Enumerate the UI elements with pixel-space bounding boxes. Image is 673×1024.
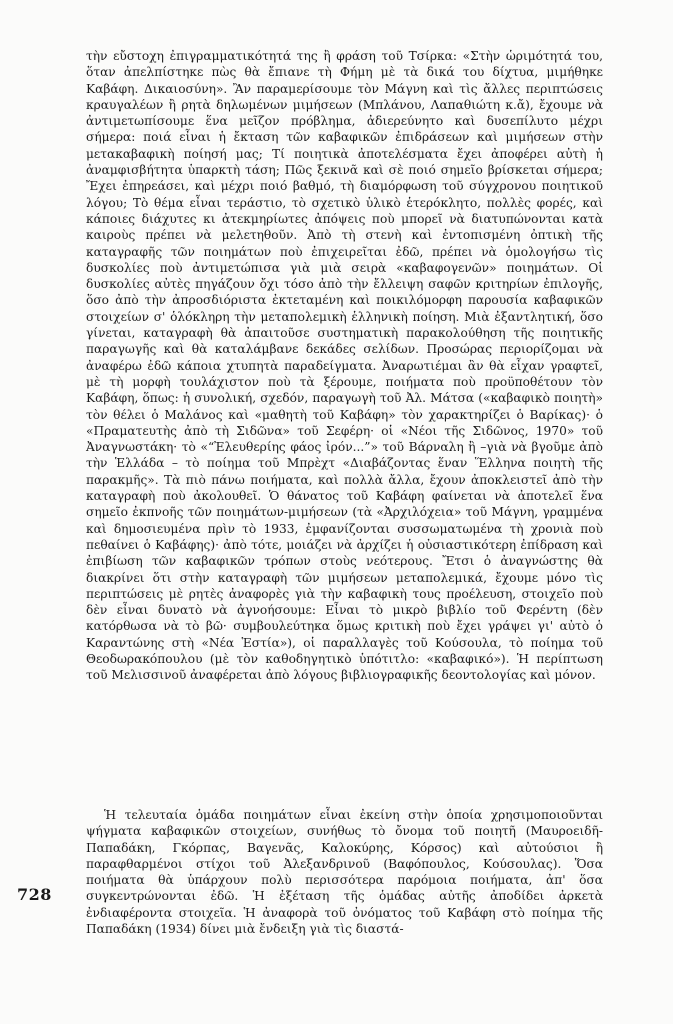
page-number: 728: [17, 885, 52, 904]
paragraph-1: τὴν εὔστοχη ἐπιγραμματικότητά της ἢ φράση τοῦ Τσίρκα: «Στὴν ὡριμότητά του, ὅταν ἀπελπίστηκε πὼς θὰ ἔπιανε τὴ Φήμη μὲ τὰ δικά του δίχτυα, μιμήθηκε Καβάφη. Δικαιοσύνη». Ἂν παραμερίσουμε τὸν Μάγνη καὶ τὶς ἄλλες περιπτώσεις κραυγαλέων ἢ ρητὰ δηλωμένων μιμήσεων (Μπλάνου, Λαπαθιώτη κ.ἄ), ἔχουμε νὰ ἀντιμετωπίσουμε ἕνα μεῖζον πρόβλημα, ἀδιερεύνητο καὶ δυσεπίλυτο μέχρι σήμερα: ποιά εἶναι ἡ ἔκταση τῶν καβαφικῶν ἐπιδράσεων καὶ μιμήσεων στὴν μετακαβαφικὴ ποίησή μας; Τί ποιητικὰ ἀποτελέσματα ἔχει ἀποφέρει αὐτὴ ἡ ἀναμφισβήτητα ὑπαρκτὴ τάση; Πῶς ξεκινᾶ καὶ σὲ ποιό σημεῖο βρίσκεται σήμερα; Ἔχει ἐπηρεάσει, καὶ μέχρι ποιό βαθμό, τὴ διαμόρφωση τοῦ σύγχρονου ποιητικοῦ λόγου; Τὸ θέμα εἶναι τεράστιο, τὸ σχετικὸ ὑλικὸ ἑτερόκλητο, πολλὲς φορές, καὶ κάποιες διάχυτες κι ἀτεκμηρίωτες ἀπόψεις ποὺ μπορεῖ νὰ διατυπώνονται κατὰ καιροὺς πρέπει νὰ μελετηθοῦν. Ἀπὸ τὴ στενὴ καὶ ἐντοπισμένη ὀπτικὴ τῆς καταγραφῆς τῶν ποιημάτων ποὺ ἐπιχειρεῖται ἐδῶ, πρέπει νὰ ὁμολογήσω τὶς δυσκολίες ποὺ ἀντιμετώπισα γιὰ μιὰ σειρὰ «καβαφογενῶν» ποιημάτων. Οἱ δυσκολίες αὐτὲς πηγάζουν ὄχι τόσο ἀπὸ τὴν ἔλλειψη σαφῶν κριτηρίων ἐπιλογῆς, ὅσο ἀπὸ τὴν ἀπροσδιόριστα ἐκτεταμένη καὶ ποικιλόμορφη παρουσία καβαφικῶν στοιχείων σ' ὁλόκληρη τὴν μεταπολεμικὴ ἑλληνικὴ ποίηση. Μιὰ ἐξαντλητική, ὅσο γίνεται, καταγραφὴ θὰ ἀπαιτοῦσε συστηματικὴ παρακολούθηση τῆς ποιητικῆς παραγωγῆς καὶ θὰ καταλάμβανε δεκάδες σελίδων. Προσώρας περιορίζομαι νὰ ἀναφέρω ἐδῶ κάποια χτυπητὰ παραδείγματα. Ἀναρωτιέμαι ἂν θὰ εἶχαν γραφτεῖ, μὲ τὴ μορφὴ τουλάχιστον ποὺ τὰ ξέρουμε, ποιήματα ποὺ προϋποθέτουν τὸν Καβάφη, ὅπως: ἡ συνολική, σχεδόν, παραγωγὴ τοῦ Ἀλ. Μάτσα («καβαφικὸ ποιητὴ» τὸν θέλει ὁ Μαλάνος καὶ «μαθητὴ τοῦ Καβάφη» τὸν χαρακτηρίζει ὁ Βαρίκας)· ὁ «Πραματευτὴς ἀπὸ τὴ Σιδῶνα» τοῦ Σεφέρη· οἱ «Νέοι τῆς Σιδῶνος, 1970» τοῦ Ἀναγνωστάκη· τὸ «“Ἐλευθερίης φάος ἰρόν...”» τοῦ Βάρναλη ἢ –γιὰ νὰ βγοῦμε ἀπὸ τὴν Ἑλλάδα – τὸ ποίημα τοῦ Μπρὲχτ «Διαβάζοντας ἕναν Ἕλληνα ποιητὴ τῆς παρακμῆς». Τὰ πιὸ πάνω ποιήματα, καὶ πολλὰ ἄλλα, ἔχουν ἀποκλειστεῖ ἀπὸ τὴν καταγραφὴ ποὺ ἀκολουθεῖ. Ὁ θάνατος τοῦ Καβάφη φαίνεται νὰ ἀποτελεῖ ἕνα σημεῖο ἐκπνοῆς τῶν ποιημάτων-μιμήσεων (τὰ «Ἀρχιλόχεια» τοῦ Μάγνη, γραμμένα καὶ δημοσιευμένα πρὶν τὸ 1933, ἐμφανίζονται συσσωματωμένα τὴ χρονιὰ ποὺ πεθαίνει ὁ Καβάφης)· ἀπὸ τότε, μοιάζει νὰ ἀρχίζει ἡ οὐσιαστικότερη ἐπίδραση καὶ ἐπιβίωση τῶν καβαφικῶν τρόπων στοὺς νεότερους. Ἔτσι ὁ ἀναγνώστης θὰ διακρίνει ὅτι στὴν καταγραφὴ τῶν μιμήσεων μεταπολεμικά, ἔχουμε μόνο τὶς περιπτώσεις μὲ ρητὲς ἀναφορὲς γιὰ τὴν καβαφικὴ τους προέλευση, στοιχεῖο ποὺ δὲν εἶναι δυνατὸ νὰ ἀγνοήσουμε: Εἶναι τὸ μικρὸ βιβλίο τοῦ Φερέντη (δὲν κατόρθωσα νὰ τὸ βῶ· συμβουλεύτηκα ὅμως κριτικὴ ποὺ ἔχει γράψει γι' αὐτὸ ὁ Καραντώνης στὴ «Νέα Ἑστία»), οἱ παραλλαγὲς τοῦ Κούσουλα, τὸ ποίημα τοῦ Θεοδωρακόπουλου (μὲ τὸν καθοδηγητικὸ ὑπότιτλο: «καβαφικό»). Ἡ περίπτωση τοῦ Μελισσινοῦ ἀναφέρεται ἀπὸ λόγους βιβλιογραφικῆς δεοντολογίας καὶ μόνον.: [86, 49, 603, 683]
paragraph-2: Ἡ τελευταία ὁμάδα ποιημάτων εἶναι ἐκείνη στὴν ὁποία χρησιμοποιοῦνται ψήγματα καβαφικῶν στοιχείων, συνήθως τὸ ὄνομα τοῦ ποιητῆ (Μαυροειδῆ-Παπαδάκη, Γκόρπας, Βαγενᾶς, Καλοκύρης, Κόρσος) καὶ αὐτούσιοι ἢ παραφθαρμένοι στίχοι τοῦ Ἀλεξανδρινοῦ (Βαφόπουλος, Κούσουλας). Ὅσα ποιήματα θὰ ὑπάρχουν πολὺ περισσότερα παρόμοια ποιήματα, ἀπ' ὅσα συγκεντρώνονται ἐδῶ. Ἡ ἐξέταση τῆς ὁμάδας αὐτῆς ἀποδίδει ἀρκετὰ ἐνδιαφέροντα στοιχεῖα. Ἡ ἀναφορὰ τοῦ ὀνόματος τοῦ Καβάφη στὸ ποίημα τῆς Παπαδάκη (1934) δίνει μιὰ ἔνδειξη γιὰ τὶς διαστά-: [86, 808, 603, 937]
body-text-continued: [86, 807, 603, 937]
body-text: [86, 48, 603, 684]
